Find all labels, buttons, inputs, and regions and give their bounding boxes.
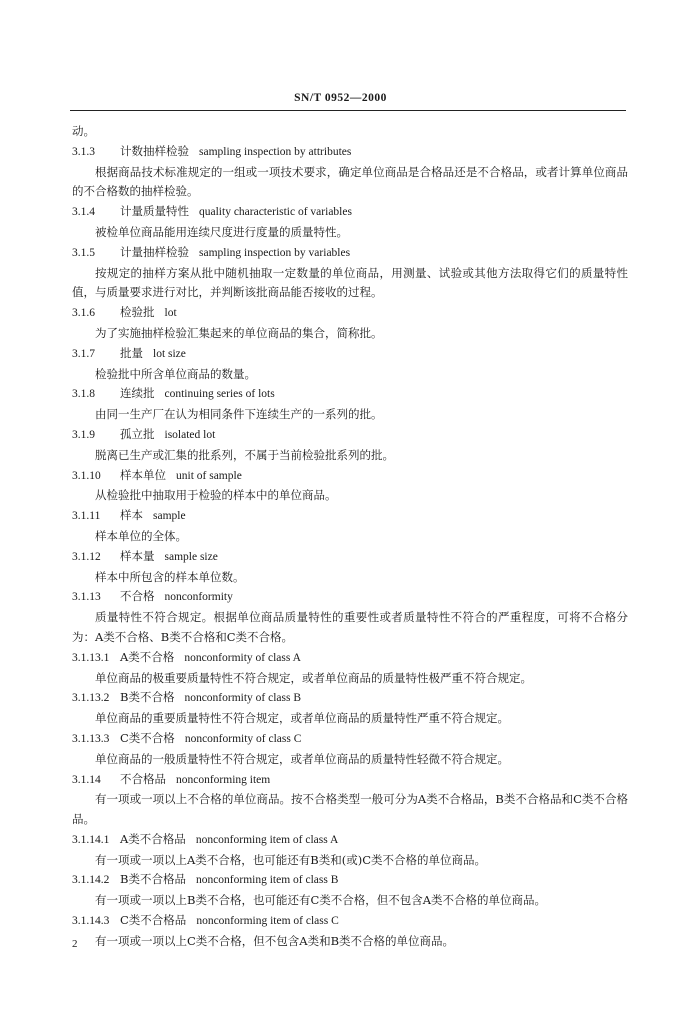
term-english: nonconforming item of class B: [195, 874, 339, 887]
term-number: 3.1.13.1: [72, 651, 110, 664]
term-chinese: 计量质量特性: [120, 204, 189, 219]
term-chinese: 连续批: [120, 386, 155, 401]
term-english: sample: [153, 510, 186, 523]
term-definition: 按规定的抽样方案从批中随机抽取一定数量的单位商品，用测量、试验或其他方法取得它们的质量特性值，与质量要求进行对比，并判断该批商品能否接收的过程。: [72, 265, 628, 300]
document-body: [72, 122, 628, 952]
term-english: nonconforming item: [176, 773, 271, 786]
term-number: 3.1.6: [72, 307, 95, 320]
term-english: nonconforming item of class C: [196, 915, 339, 928]
term-english: sampling inspection by attributes: [199, 145, 352, 158]
term-english: nonconformity: [164, 591, 233, 604]
term-number: 3.1.14.2: [72, 874, 110, 887]
term-number: 3.1.8: [72, 388, 95, 401]
term-number: 3.1.14.3: [72, 915, 110, 928]
continued-text: 动。: [72, 124, 95, 138]
term-heading: [72, 303, 628, 324]
term-chinese: A类不合格品: [120, 831, 186, 846]
term-number: 3.1.5: [72, 246, 95, 259]
term-english: nonconformity of class A: [184, 651, 301, 664]
term-definition: 从检验批中抽取用于检验的样本中的单位商品。: [95, 488, 337, 503]
term-heading: [72, 425, 628, 446]
term-number: 3.1.3: [72, 145, 95, 158]
term-heading: [72, 466, 628, 487]
term-number: 3.1.9: [72, 428, 95, 441]
term-english: isolated lot: [164, 428, 216, 441]
term-english: nonconforming item of class A: [195, 833, 339, 846]
term-english: lot: [164, 307, 177, 320]
term-heading: [72, 770, 628, 791]
term-heading: [72, 911, 628, 932]
term-chinese: 计量抽样检验: [120, 244, 189, 259]
term-heading: [72, 243, 628, 264]
term-chinese: 不合格: [120, 589, 155, 604]
term-heading: [72, 142, 628, 163]
term-heading: [72, 384, 628, 405]
term-heading: [72, 506, 628, 527]
term-number: 3.1.14.1: [72, 833, 110, 846]
term-definition: 为了实施抽样检验汇集起来的单位商品的集合，简称批。: [95, 325, 383, 340]
term-definition: 单位商品的重要质量特性不符合规定，或者单位商品的质量特性严重不符合规定。: [95, 711, 509, 726]
term-heading: [72, 688, 628, 709]
term-definition: 有一项或一项以上A类不合格，也可能还有B类和(或)C类不合格的单位商品。: [95, 852, 487, 867]
term-english: quality characteristic of variables: [199, 206, 352, 219]
term-chinese: B类不合格: [120, 690, 175, 705]
term-definition: 根据商品技术标准规定的一组或一项技术要求，确定单位商品是合格品还是不合格品，或者计算单位商品的不合格数的抽样检验。: [72, 164, 628, 199]
term-number: 3.1.12: [72, 550, 101, 563]
page-number: 2: [72, 938, 78, 950]
term-chinese: 样本量: [120, 548, 155, 563]
term-chinese: 孤立批: [120, 426, 155, 441]
term-definition: 由同一生产厂在认为相同条件下连续生产的一系列的批。: [95, 407, 383, 422]
term-chinese: 不合格品: [120, 771, 166, 786]
term-definition: 脱离已生产或汇集的批系列，不属于当前检验批系列的批。: [95, 447, 394, 462]
term-english: lot size: [153, 347, 186, 360]
term-number: 3.1.4: [72, 206, 95, 219]
term-english: nonconformity of class C: [184, 732, 302, 745]
term-chinese: 样本: [120, 508, 143, 523]
term-number: 3.1.14: [72, 773, 101, 786]
term-definition: 有一项或一项以上C类不合格，但不包含A类和B类不合格的单位商品。: [95, 933, 455, 948]
term-heading: [72, 729, 628, 750]
term-definition: 质量特性不符合规定。根据单位商品质量特性的重要性或者质量特性不符合的严重程度，可将不合格分为：A类不合格、B类不合格和C类不合格。: [72, 610, 628, 644]
term-heading: [72, 870, 628, 891]
page-header: [0, 92, 681, 104]
term-english: sample size: [164, 550, 218, 563]
term-number: 3.1.11: [72, 510, 101, 523]
term-number: 3.1.13.2: [72, 692, 110, 705]
term-heading: [72, 648, 628, 669]
term-number: 3.1.7: [72, 347, 95, 360]
term-definition: 被检单位商品能用连续尺度进行度量的质量特性。: [95, 224, 348, 239]
term-definition: 样本单位的全体。: [95, 528, 187, 543]
term-chinese: 计数抽样检验: [120, 143, 189, 158]
term-number: 3.1.10: [72, 469, 101, 482]
term-chinese: C类不合格: [120, 730, 175, 745]
term-chinese: 批量: [120, 345, 143, 360]
term-number: 3.1.13: [72, 591, 101, 604]
term-english: sampling inspection by variables: [199, 246, 351, 259]
term-definition: 单位商品的极重要质量特性不符合规定，或者单位商品的质量特性极严重不符合规定。: [95, 670, 532, 685]
term-heading: [72, 202, 628, 223]
term-english: continuing series of lots: [164, 388, 275, 401]
term-chinese: C类不合格品: [120, 913, 187, 928]
term-chinese: B类不合格品: [120, 872, 186, 887]
term-number: 3.1.13.3: [72, 732, 110, 745]
term-heading: [72, 587, 628, 608]
term-definition: 单位商品的一般质量特性不符合规定，或者单位商品的质量特性轻微不符合规定。: [95, 751, 509, 766]
term-english: unit of sample: [176, 469, 242, 482]
term-definition: 样本中所包含的样本单位数。: [95, 569, 245, 584]
standard-code: SN/T 0952—2000: [294, 92, 387, 104]
term-chinese: A类不合格: [120, 649, 175, 664]
header-rule: [70, 110, 626, 111]
term-english: nonconformity of class B: [184, 692, 302, 705]
term-definition: 检验批中所含单位商品的数量。: [95, 366, 256, 381]
term-chinese: 样本单位: [120, 467, 166, 482]
term-heading: [72, 344, 628, 365]
term-heading: [72, 547, 628, 568]
term-heading: [72, 830, 628, 851]
term-chinese: 检验批: [120, 305, 155, 320]
term-definition: 有一项或一项以上B类不合格，也可能还有C类不合格，但不包含A类不合格的单位商品。: [95, 893, 547, 908]
term-definition: 有一项或一项以上不合格的单位商品。按不合格类型一般可分为A类不合格品，B类不合格品和C类不合格品。: [72, 792, 628, 827]
